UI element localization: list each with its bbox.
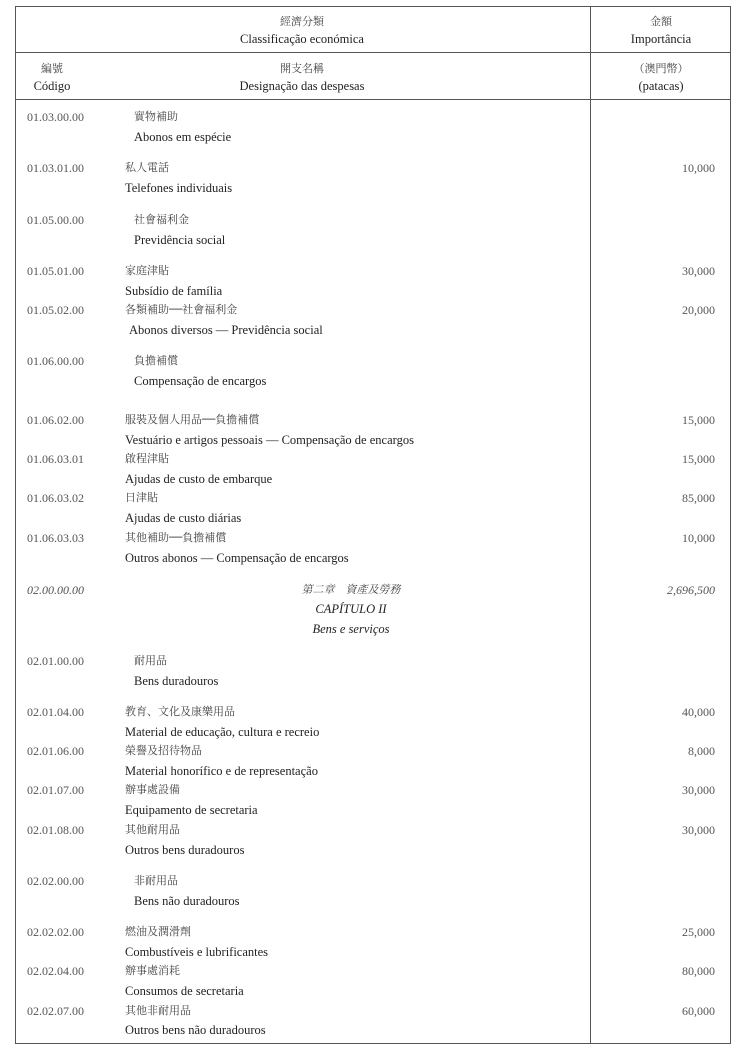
- row-zh: 啟程津貼: [125, 452, 169, 465]
- currency-zh: （澳門幣）: [633, 62, 689, 75]
- row-code: 01.06.00.00: [27, 354, 84, 368]
- row-amount: 30,000: [682, 823, 715, 837]
- header-divider: [16, 52, 730, 53]
- chapter-subtitle: Bens e serviços: [312, 622, 390, 636]
- code-pt: Código: [33, 79, 71, 93]
- row-code: 01.05.02.00: [27, 303, 84, 317]
- row-pt: Equipamento de secretaria: [125, 803, 258, 817]
- row-amount: 15,000: [682, 413, 715, 427]
- amount-pt: Importância: [630, 32, 692, 46]
- row-amount: 80,000: [682, 964, 715, 978]
- row-zh: 服裝及個人用品──負擔補償: [125, 413, 260, 426]
- row-zh: 其他耐用品: [125, 823, 180, 836]
- row-code: 02.02.04.00: [27, 964, 84, 978]
- row-amount: 15,000: [682, 452, 715, 466]
- row-pt: Previdência social: [134, 233, 226, 247]
- row-zh: 日津貼: [125, 491, 158, 504]
- row-pt: Subsídio de família: [125, 284, 223, 298]
- row-code: 02.01.06.00: [27, 744, 84, 758]
- row-code: 01.06.03.01: [27, 452, 84, 466]
- column-divider: [590, 7, 591, 1043]
- row-pt: Consumos de secretaria: [125, 984, 244, 998]
- classification-pt: Classificação económica: [240, 32, 364, 46]
- row-code: 01.05.00.00: [27, 213, 84, 227]
- chapter-code: 02.00.00.00: [27, 583, 84, 597]
- row-pt: Bens duradouros: [134, 674, 219, 688]
- row-pt: Material de educação, cultura e recreio: [125, 725, 320, 739]
- row-amount: 60,000: [682, 1004, 715, 1018]
- row-code: 01.06.03.02: [27, 491, 84, 505]
- chapter-amount: 2,696,500: [667, 583, 715, 597]
- row-zh: 榮譽及招待物品: [125, 744, 202, 757]
- chapter-title: CAPÍTULO II: [315, 602, 387, 616]
- row-code: 01.03.01.00: [27, 161, 84, 175]
- row-pt: Abonos em espécie: [134, 130, 232, 144]
- row-code: 02.01.04.00: [27, 705, 84, 719]
- row-zh: 非耐用品: [134, 874, 178, 887]
- row-code: 02.02.00.00: [27, 874, 84, 888]
- row-zh: 負擔補償: [134, 354, 178, 367]
- row-pt: Outros bens não duradouros: [125, 1023, 266, 1037]
- description-zh: 開支名稱: [280, 62, 324, 75]
- code-zh: 編號: [41, 62, 63, 75]
- row-amount: 40,000: [682, 705, 715, 719]
- row-amount: 10,000: [682, 161, 715, 175]
- row-zh: 家庭津貼: [125, 264, 169, 277]
- row-amount: 85,000: [682, 491, 715, 505]
- row-zh: 實物補助: [134, 110, 178, 123]
- classification-zh: 經濟分類: [280, 15, 324, 28]
- row-zh: 各類補助──社會福利金: [125, 303, 238, 316]
- row-amount: 30,000: [682, 264, 715, 278]
- row-code: 01.05.01.00: [27, 264, 84, 278]
- row-code: 02.02.02.00: [27, 925, 84, 939]
- row-pt: Abonos diversos — Previdência social: [129, 323, 323, 337]
- header-bottom-rule: [16, 99, 730, 100]
- row-pt: Telefones individuais: [125, 181, 233, 195]
- row-amount: 30,000: [682, 783, 715, 797]
- currency-pt: (patacas): [638, 79, 684, 93]
- row-pt: Combustíveis e lubrificantes: [125, 945, 269, 959]
- row-pt: Ajudas de custo de embarque: [125, 472, 273, 486]
- row-code: 02.01.08.00: [27, 823, 84, 837]
- row-code: 01.06.03.03: [27, 531, 84, 545]
- row-zh: 私人電話: [125, 161, 169, 174]
- row-pt: Vestuário e artigos pessoais — Compensação de encargos: [125, 433, 414, 447]
- budget-table: [15, 6, 731, 1044]
- row-code: 02.01.00.00: [27, 654, 84, 668]
- row-zh: 社會福利金: [134, 213, 189, 226]
- row-zh: 教育、文化及康樂用品: [125, 705, 235, 718]
- row-amount: 10,000: [682, 531, 715, 545]
- row-zh: 其他非耐用品: [125, 1004, 191, 1017]
- amount-zh: 金額: [650, 15, 672, 28]
- description-pt: Designação das despesas: [239, 79, 365, 93]
- row-code: 02.01.07.00: [27, 783, 84, 797]
- row-amount: 8,000: [688, 744, 715, 758]
- row-code: 01.06.02.00: [27, 413, 84, 427]
- row-pt: Bens não duradouros: [134, 894, 240, 908]
- row-zh: 其他補助──負擔補償: [125, 531, 227, 544]
- row-amount: 25,000: [682, 925, 715, 939]
- row-zh: 辦事處消耗: [125, 964, 180, 977]
- row-amount: 20,000: [682, 303, 715, 317]
- row-code: 02.02.07.00: [27, 1004, 84, 1018]
- row-pt: Compensação de encargos: [134, 374, 267, 388]
- row-pt: Outros bens duradouros: [125, 843, 245, 857]
- row-zh: 辦事處設備: [125, 783, 180, 796]
- row-pt: Ajudas de custo diárias: [125, 511, 242, 525]
- chapter-zh: 第二章 資產及勞務: [301, 583, 401, 596]
- row-code: 01.03.00.00: [27, 110, 84, 124]
- row-zh: 耐用品: [134, 654, 167, 667]
- row-pt: Material honorífico e de representação: [125, 764, 318, 778]
- row-zh: 燃油及潤滑劑: [125, 925, 191, 938]
- row-pt: Outros abonos — Compensação de encargos: [125, 551, 349, 565]
